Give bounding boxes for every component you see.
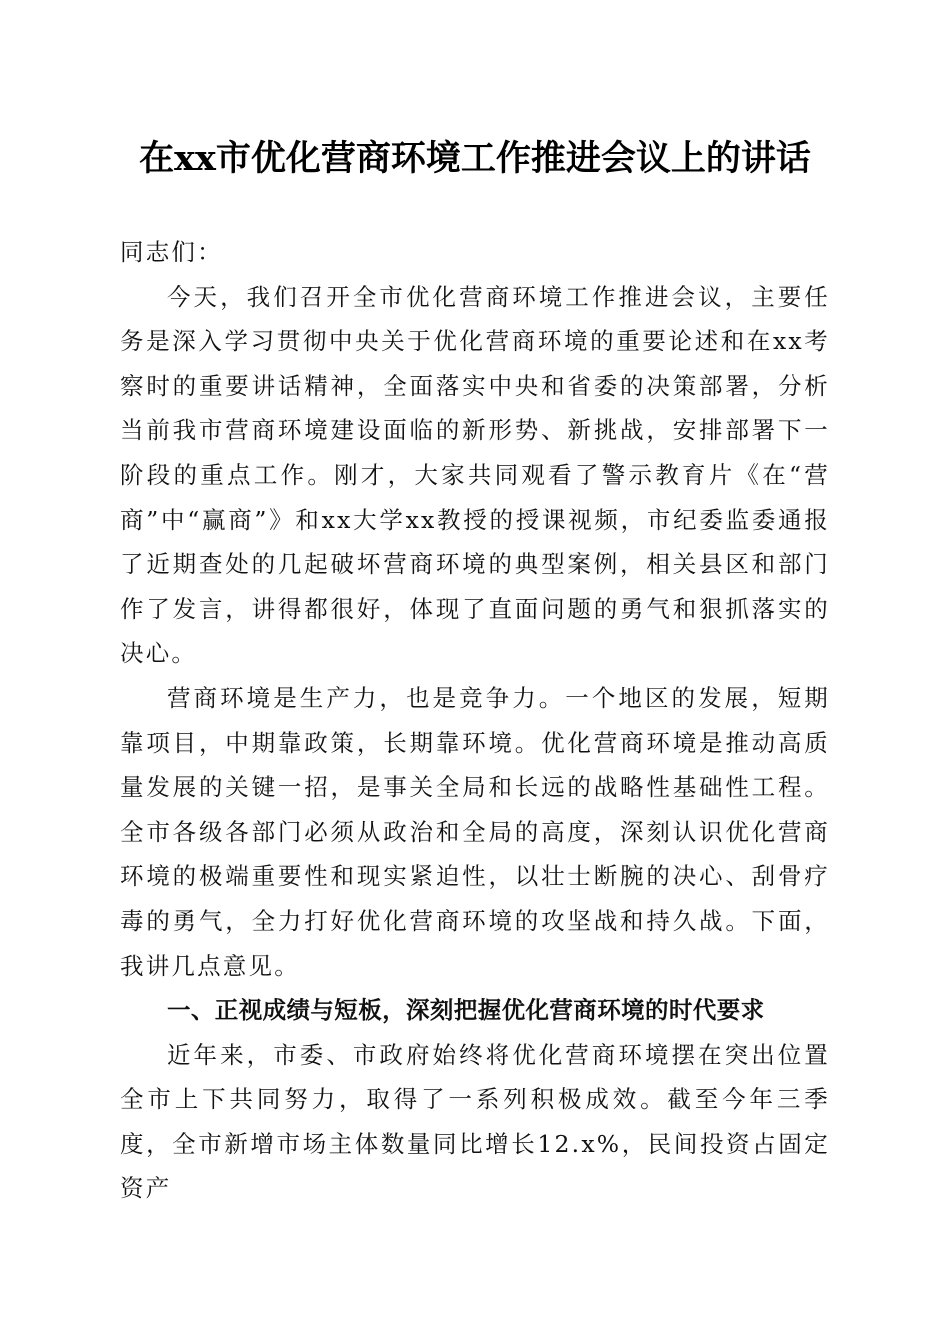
paragraph-achievements: 近年来，市委、市政府始终将优化营商环境摆在突出位置全市上下共同努力，取得了一系列积极成效。截至今年三季度，全市新增市场主体数量同比增长12.x%，民间投资占固定资产 xyxy=(120,1040,830,1203)
paragraph-opening: 今天，我们召开全市优化营商环境工作推进会议，主要任务是深入学习贯彻中央关于优化营商环境的重要论述和在xx考察时的重要讲话精神，全面落实中央和省委的决策部署，分析当前我市营商环境建设面临的新形势、新挑战，安排部署下一阶段的重点工作。刚才，大家共同观看了警示教育片《在“营商”中“赢商”》和xx大学xx教授的授课视频，市纪委监委通报了近期查处的几起破坏营商环境的典型案例，相关县区和部门作了发言，讲得都很好，体现了直面问题的勇气和狠抓落实的决心。 xyxy=(120,282,830,668)
document-title: 在xx市优化营商环境工作推进会议上的讲话 xyxy=(139,138,811,179)
salutation: 同志们： xyxy=(120,238,223,266)
paragraph-importance: 营商环境是生产力，也是竞争力。一个地区的发展，短期靠项目，中期靠政策，长期靠环境。优化营商环境是推动高质量发展的关键一招，是事关全局和长远的战略性基础性工程。全市各级各部门必须从政治和全局的高度，深刻认识优化营商环境的极端重要性和现实紧迫性，以壮士断腕的决心、刮骨疗毒的勇气，全力打好优化营商环境的攻坚战和持久战。下面，我讲几点意见。 xyxy=(120,683,830,980)
document-body xyxy=(120,230,830,1211)
section-heading: 一、正视成绩与短板，深刻把握优化营商环境的时代要求 xyxy=(167,996,765,1025)
